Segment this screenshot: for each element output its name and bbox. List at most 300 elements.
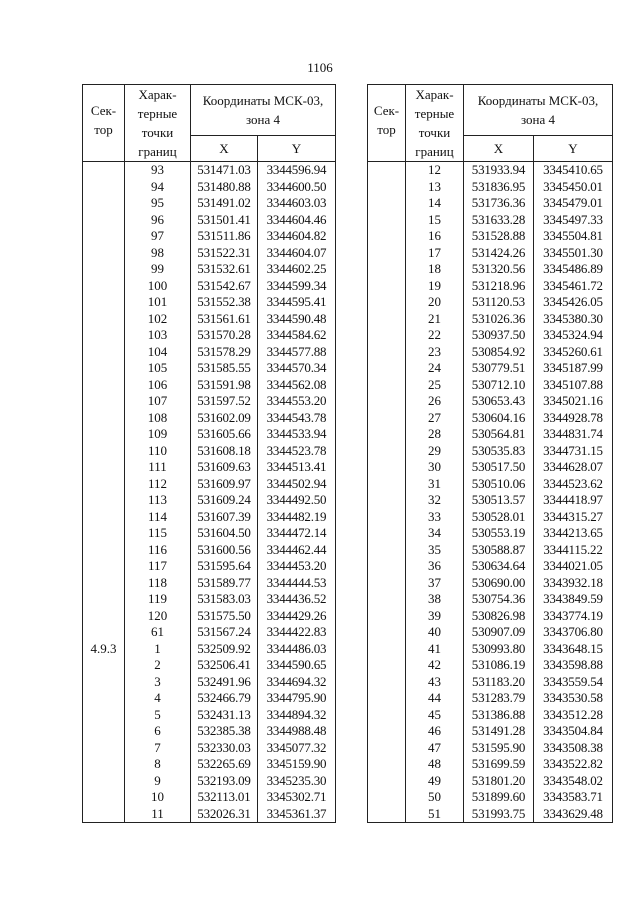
x-coordinate-cell: 531320.56 — [464, 261, 534, 278]
sector-cell — [368, 410, 406, 427]
table-row — [83, 509, 336, 526]
table-row — [368, 591, 613, 608]
y-coordinate-cell: 3344596.94 — [258, 162, 336, 179]
point-cell: 39 — [406, 608, 464, 625]
table-row — [368, 509, 613, 526]
point-cell: 30 — [406, 459, 464, 476]
sector-cell — [368, 393, 406, 410]
point-cell: 103 — [125, 327, 191, 344]
page-number: 1106 — [307, 60, 333, 75]
sector-cell: 4.9.3 — [83, 641, 125, 658]
x-coordinate-cell: 530907.09 — [464, 624, 534, 641]
point-cell: 24 — [406, 360, 464, 377]
y-coordinate-cell: 3344482.19 — [258, 509, 336, 526]
y-coordinate-cell: 3345497.33 — [534, 212, 613, 229]
point-cell: 51 — [406, 806, 464, 823]
table-row — [83, 377, 336, 394]
point-cell: 114 — [125, 509, 191, 526]
y-coordinate-cell: 3345479.01 — [534, 195, 613, 212]
x-coordinate-cell: 531567.24 — [191, 624, 258, 641]
point-cell: 19 — [406, 278, 464, 295]
y-coordinate-cell: 3345235.30 — [258, 773, 336, 790]
x-coordinate-cell: 531933.94 — [464, 162, 534, 179]
table-row — [368, 707, 613, 724]
point-cell: 22 — [406, 327, 464, 344]
table-row — [83, 311, 336, 328]
table-row — [368, 410, 613, 427]
sector-cell — [83, 707, 125, 724]
point-cell: 20 — [406, 294, 464, 311]
y-coordinate-cell: 3344628.07 — [534, 459, 613, 476]
point-cell: 112 — [125, 476, 191, 493]
x-coordinate-cell: 532330.03 — [191, 740, 258, 757]
sector-cell — [368, 723, 406, 740]
x-coordinate-cell: 531609.63 — [191, 459, 258, 476]
x-coordinate-cell: 531578.29 — [191, 344, 258, 361]
table-row — [368, 245, 613, 262]
x-coordinate-cell: 531608.18 — [191, 443, 258, 460]
sector-cell — [83, 542, 125, 559]
table-row — [368, 195, 613, 212]
sector-cell — [83, 459, 125, 476]
table-row — [83, 294, 336, 311]
point-cell: 105 — [125, 360, 191, 377]
table-row — [83, 657, 336, 674]
table-body-right — [368, 162, 613, 823]
sector-cell — [83, 575, 125, 592]
y-coordinate-cell: 3344570.34 — [258, 360, 336, 377]
y-coordinate-cell: 3344429.26 — [258, 608, 336, 625]
table-row — [83, 344, 336, 361]
y-coordinate-cell: 3343522.82 — [534, 756, 613, 773]
y-coordinate-cell: 3344513.41 — [258, 459, 336, 476]
y-coordinate-cell: 3345461.72 — [534, 278, 613, 295]
x-coordinate-cell: 530553.19 — [464, 525, 534, 542]
sector-cell — [83, 195, 125, 212]
sector-cell — [83, 311, 125, 328]
point-cell: 34 — [406, 525, 464, 542]
y-coordinate-cell: 3344502.94 — [258, 476, 336, 493]
point-cell: 117 — [125, 558, 191, 575]
x-coordinate-cell: 531591.98 — [191, 377, 258, 394]
y-coordinate-cell: 3344988.48 — [258, 723, 336, 740]
table-row — [368, 608, 613, 625]
sector-cell — [83, 327, 125, 344]
point-cell: 106 — [125, 377, 191, 394]
y-coordinate-cell: 3345107.88 — [534, 377, 613, 394]
y-coordinate-cell: 3345426.05 — [534, 294, 613, 311]
x-coordinate-cell: 531736.36 — [464, 195, 534, 212]
x-coordinate-cell: 531218.96 — [464, 278, 534, 295]
sector-cell — [368, 179, 406, 196]
table-row — [83, 476, 336, 493]
point-cell: 2 — [125, 657, 191, 674]
y-coordinate-cell: 3343504.84 — [534, 723, 613, 740]
point-cell: 27 — [406, 410, 464, 427]
point-cell: 110 — [125, 443, 191, 460]
y-coordinate-cell: 3344462.44 — [258, 542, 336, 559]
table-row — [368, 723, 613, 740]
x-coordinate-cell: 531600.56 — [191, 542, 258, 559]
y-coordinate-cell: 3343849.59 — [534, 591, 613, 608]
table-body-left — [83, 162, 336, 823]
point-cell: 36 — [406, 558, 464, 575]
point-cell: 14 — [406, 195, 464, 212]
x-coordinate-cell: 532193.09 — [191, 773, 258, 790]
x-coordinate-cell: 532466.79 — [191, 690, 258, 707]
y-coordinate-cell: 3344590.65 — [258, 657, 336, 674]
y-coordinate-cell: 3344418.97 — [534, 492, 613, 509]
sector-cell — [368, 773, 406, 790]
y-coordinate-cell: 3344731.15 — [534, 443, 613, 460]
point-cell: 104 — [125, 344, 191, 361]
sector-cell — [83, 212, 125, 229]
sector-cell — [368, 377, 406, 394]
sector-cell — [83, 591, 125, 608]
table-row — [368, 773, 613, 790]
x-coordinate-cell: 531480.88 — [191, 179, 258, 196]
y-coordinate-cell: 3344523.62 — [534, 476, 613, 493]
point-cell: 115 — [125, 525, 191, 542]
table-row — [368, 179, 613, 196]
x-coordinate-cell: 531597.52 — [191, 393, 258, 410]
y-coordinate-cell: 3344603.03 — [258, 195, 336, 212]
y-coordinate-cell: 3344523.78 — [258, 443, 336, 460]
sector-cell — [83, 245, 125, 262]
table-row — [83, 162, 336, 179]
point-cell: 43 — [406, 674, 464, 691]
x-coordinate-cell: 531633.28 — [464, 212, 534, 229]
x-coordinate-cell: 531607.39 — [191, 509, 258, 526]
x-coordinate-cell: 531605.66 — [191, 426, 258, 443]
sector-cell — [83, 657, 125, 674]
x-coordinate-cell: 532026.31 — [191, 806, 258, 823]
sector-cell — [368, 740, 406, 757]
y-coordinate-cell: 3344604.82 — [258, 228, 336, 245]
sector-cell — [83, 624, 125, 641]
header-x: X — [464, 135, 534, 161]
x-coordinate-cell: 531595.64 — [191, 558, 258, 575]
table-row — [368, 162, 613, 179]
table-row — [83, 806, 336, 823]
sector-cell — [83, 294, 125, 311]
sector-cell — [368, 641, 406, 658]
point-cell: 3 — [125, 674, 191, 691]
x-coordinate-cell: 531026.36 — [464, 311, 534, 328]
y-coordinate-cell: 3343629.48 — [534, 806, 613, 823]
point-cell: 15 — [406, 212, 464, 229]
table-row — [83, 278, 336, 295]
table-row — [368, 311, 613, 328]
table-row — [83, 740, 336, 757]
y-coordinate-cell: 3344577.88 — [258, 344, 336, 361]
y-coordinate-cell: 3343706.80 — [534, 624, 613, 641]
table-row — [83, 608, 336, 625]
y-coordinate-cell: 3344444.53 — [258, 575, 336, 592]
sector-cell — [368, 443, 406, 460]
point-cell: 7 — [125, 740, 191, 757]
sector-cell — [368, 294, 406, 311]
point-cell: 48 — [406, 756, 464, 773]
x-coordinate-cell: 531491.28 — [464, 723, 534, 740]
x-coordinate-cell: 531183.20 — [464, 674, 534, 691]
table-row — [368, 756, 613, 773]
sector-cell — [368, 162, 406, 179]
coordinates-table-right — [367, 84, 613, 823]
table-row — [83, 195, 336, 212]
point-cell: 116 — [125, 542, 191, 559]
y-coordinate-cell: 3343548.02 — [534, 773, 613, 790]
table-row — [368, 641, 613, 658]
sector-cell — [83, 492, 125, 509]
x-coordinate-cell: 531993.75 — [464, 806, 534, 823]
sector-cell — [83, 344, 125, 361]
table-row — [368, 558, 613, 575]
y-coordinate-cell: 3344562.08 — [258, 377, 336, 394]
point-cell: 96 — [125, 212, 191, 229]
sector-cell — [83, 179, 125, 196]
sector-cell — [368, 542, 406, 559]
table-row — [368, 426, 613, 443]
sector-cell — [368, 311, 406, 328]
x-coordinate-cell: 530993.80 — [464, 641, 534, 658]
header-coords: Координаты МСК-03, зона 4 — [191, 85, 336, 136]
sector-cell — [368, 525, 406, 542]
x-coordinate-cell: 530528.01 — [464, 509, 534, 526]
x-coordinate-cell: 531585.55 — [191, 360, 258, 377]
table-row — [83, 641, 336, 658]
point-cell: 107 — [125, 393, 191, 410]
x-coordinate-cell: 531575.50 — [191, 608, 258, 625]
y-coordinate-cell: 3343559.54 — [534, 674, 613, 691]
sector-cell — [83, 228, 125, 245]
y-coordinate-cell: 3344533.94 — [258, 426, 336, 443]
x-coordinate-cell: 530779.51 — [464, 360, 534, 377]
point-cell: 95 — [125, 195, 191, 212]
table-row — [368, 327, 613, 344]
point-cell: 37 — [406, 575, 464, 592]
table-row — [368, 393, 613, 410]
y-coordinate-cell: 3344604.46 — [258, 212, 336, 229]
sector-cell — [368, 707, 406, 724]
point-cell: 101 — [125, 294, 191, 311]
table-row — [83, 575, 336, 592]
x-coordinate-cell: 532509.92 — [191, 641, 258, 658]
y-coordinate-cell: 3345380.30 — [534, 311, 613, 328]
sector-cell — [368, 789, 406, 806]
header-coords: Координаты МСК-03, зона 4 — [464, 85, 613, 136]
x-coordinate-cell: 531604.50 — [191, 525, 258, 542]
point-cell: 17 — [406, 245, 464, 262]
table-row — [368, 525, 613, 542]
x-coordinate-cell: 530937.50 — [464, 327, 534, 344]
table-row — [368, 657, 613, 674]
y-coordinate-cell: 3344115.22 — [534, 542, 613, 559]
table-row — [83, 426, 336, 443]
point-cell: 25 — [406, 377, 464, 394]
point-cell: 1 — [125, 641, 191, 658]
y-coordinate-cell: 3344553.20 — [258, 393, 336, 410]
table-row — [368, 377, 613, 394]
sector-cell — [368, 360, 406, 377]
table-row — [368, 294, 613, 311]
y-coordinate-cell: 3344600.50 — [258, 179, 336, 196]
sector-cell — [83, 740, 125, 757]
x-coordinate-cell: 530690.00 — [464, 575, 534, 592]
table-row — [83, 410, 336, 427]
sector-cell — [83, 608, 125, 625]
x-coordinate-cell: 531570.28 — [191, 327, 258, 344]
x-coordinate-cell: 531542.67 — [191, 278, 258, 295]
sector-cell — [83, 410, 125, 427]
point-cell: 41 — [406, 641, 464, 658]
y-coordinate-cell: 3345159.90 — [258, 756, 336, 773]
table-row — [83, 558, 336, 575]
table-row — [368, 443, 613, 460]
x-coordinate-cell: 531491.02 — [191, 195, 258, 212]
y-coordinate-cell: 3345021.16 — [534, 393, 613, 410]
point-cell: 9 — [125, 773, 191, 790]
sector-cell — [368, 591, 406, 608]
table-row — [368, 789, 613, 806]
x-coordinate-cell: 531471.03 — [191, 162, 258, 179]
y-coordinate-cell: 3344928.78 — [534, 410, 613, 427]
y-coordinate-cell: 3345504.81 — [534, 228, 613, 245]
table-row — [83, 591, 336, 608]
x-coordinate-cell: 530535.83 — [464, 443, 534, 460]
point-cell: 50 — [406, 789, 464, 806]
sector-cell — [368, 575, 406, 592]
point-cell: 45 — [406, 707, 464, 724]
x-coordinate-cell: 530826.98 — [464, 608, 534, 625]
sector-cell — [83, 278, 125, 295]
point-cell: 38 — [406, 591, 464, 608]
sector-cell — [83, 476, 125, 493]
header-sector: Сек-тор — [368, 85, 406, 162]
table-row — [83, 261, 336, 278]
table-row — [83, 542, 336, 559]
y-coordinate-cell: 3345260.61 — [534, 344, 613, 361]
point-cell: 33 — [406, 509, 464, 526]
table-row — [83, 360, 336, 377]
table-row — [368, 476, 613, 493]
y-coordinate-cell: 3343774.19 — [534, 608, 613, 625]
point-cell: 109 — [125, 426, 191, 443]
y-coordinate-cell: 3344021.05 — [534, 558, 613, 575]
sector-cell — [83, 509, 125, 526]
sector-cell — [368, 624, 406, 641]
x-coordinate-cell: 531086.19 — [464, 657, 534, 674]
table-row — [83, 773, 336, 790]
x-coordinate-cell: 531836.95 — [464, 179, 534, 196]
x-coordinate-cell: 530510.06 — [464, 476, 534, 493]
point-cell: 6 — [125, 723, 191, 740]
table-row — [83, 327, 336, 344]
sector-cell — [83, 261, 125, 278]
table-row — [83, 789, 336, 806]
point-cell: 26 — [406, 393, 464, 410]
table-row — [368, 740, 613, 757]
table-row — [368, 806, 613, 823]
x-coordinate-cell: 530604.16 — [464, 410, 534, 427]
y-coordinate-cell: 3344831.74 — [534, 426, 613, 443]
point-cell: 111 — [125, 459, 191, 476]
table-row — [368, 674, 613, 691]
x-coordinate-cell: 532385.38 — [191, 723, 258, 740]
y-coordinate-cell: 3344453.20 — [258, 558, 336, 575]
x-coordinate-cell: 531511.86 — [191, 228, 258, 245]
y-coordinate-cell: 3343530.58 — [534, 690, 613, 707]
point-cell: 100 — [125, 278, 191, 295]
sector-cell — [83, 806, 125, 823]
point-cell: 46 — [406, 723, 464, 740]
sector-cell — [368, 228, 406, 245]
x-coordinate-cell: 531386.88 — [464, 707, 534, 724]
sector-cell — [83, 393, 125, 410]
table-row — [368, 575, 613, 592]
table-row — [83, 674, 336, 691]
sector-cell — [368, 509, 406, 526]
table-row — [83, 492, 336, 509]
table-row — [83, 525, 336, 542]
point-cell: 32 — [406, 492, 464, 509]
y-coordinate-cell: 3343583.71 — [534, 789, 613, 806]
y-coordinate-cell: 3344595.41 — [258, 294, 336, 311]
sector-cell — [83, 443, 125, 460]
table-row — [368, 261, 613, 278]
y-coordinate-cell: 3344486.03 — [258, 641, 336, 658]
y-coordinate-cell: 3344213.65 — [534, 525, 613, 542]
y-coordinate-cell: 3344604.07 — [258, 245, 336, 262]
y-coordinate-cell: 3345302.71 — [258, 789, 336, 806]
sector-cell — [83, 360, 125, 377]
x-coordinate-cell: 530754.36 — [464, 591, 534, 608]
table-row — [368, 278, 613, 295]
point-cell: 42 — [406, 657, 464, 674]
y-coordinate-cell: 3344543.78 — [258, 410, 336, 427]
sector-cell — [368, 558, 406, 575]
point-cell: 35 — [406, 542, 464, 559]
table-row — [83, 212, 336, 229]
x-coordinate-cell: 530513.57 — [464, 492, 534, 509]
x-coordinate-cell: 531561.61 — [191, 311, 258, 328]
point-cell: 28 — [406, 426, 464, 443]
header-y: Y — [534, 135, 613, 161]
header-sector: Сек-тор — [83, 85, 125, 162]
point-cell: 97 — [125, 228, 191, 245]
sector-cell — [368, 674, 406, 691]
y-coordinate-cell: 3344584.62 — [258, 327, 336, 344]
sector-cell — [83, 674, 125, 691]
x-coordinate-cell: 531283.79 — [464, 690, 534, 707]
point-cell: 113 — [125, 492, 191, 509]
point-cell: 21 — [406, 311, 464, 328]
sector-cell — [83, 756, 125, 773]
point-cell: 61 — [125, 624, 191, 641]
x-coordinate-cell: 531589.77 — [191, 575, 258, 592]
x-coordinate-cell: 530712.10 — [464, 377, 534, 394]
table-row — [368, 459, 613, 476]
x-coordinate-cell: 531522.31 — [191, 245, 258, 262]
table-row — [368, 492, 613, 509]
x-coordinate-cell: 532113.01 — [191, 789, 258, 806]
point-cell: 94 — [125, 179, 191, 196]
x-coordinate-cell: 530517.50 — [464, 459, 534, 476]
sector-cell — [368, 195, 406, 212]
sector-cell — [368, 327, 406, 344]
x-coordinate-cell: 531609.24 — [191, 492, 258, 509]
point-cell: 93 — [125, 162, 191, 179]
